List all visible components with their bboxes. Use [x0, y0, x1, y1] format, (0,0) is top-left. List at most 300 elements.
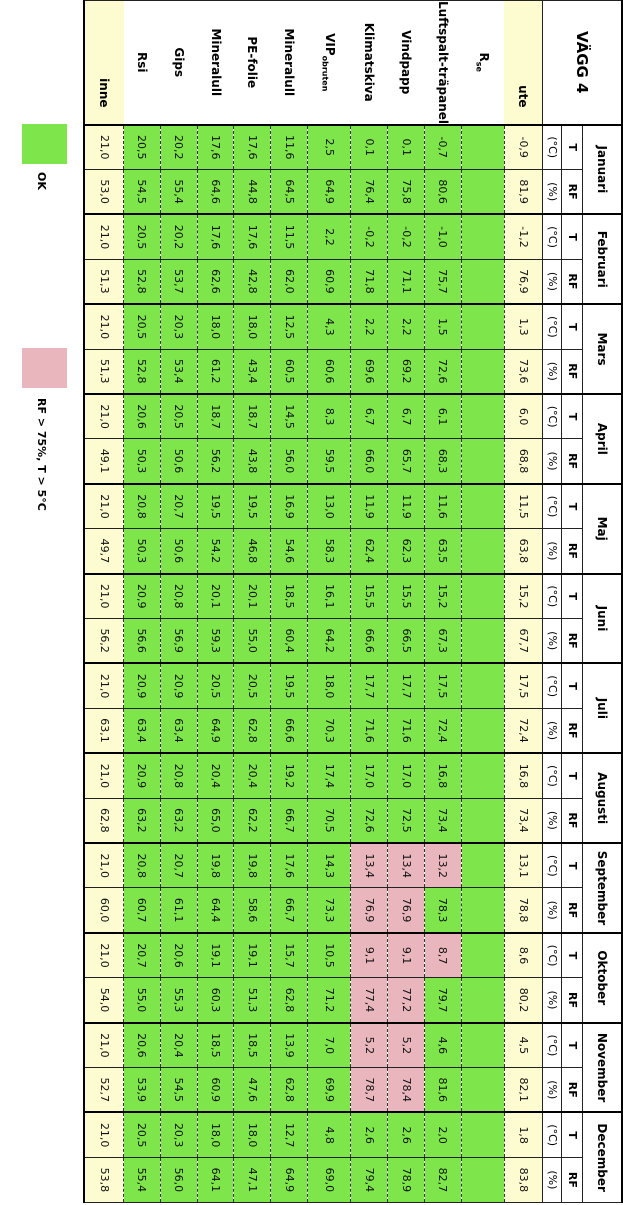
rf-cell: 64,9	[308, 169, 351, 214]
temp-cell: 21,0	[84, 663, 124, 708]
temp-cell: 20,4	[160, 1023, 197, 1068]
temp-cell: 20,5	[124, 214, 161, 259]
temp-cell	[461, 394, 504, 439]
rf-cell: 80,6	[424, 169, 461, 214]
table-row	[461, 1, 504, 1203]
table-row	[424, 1, 461, 1203]
temp-cell	[461, 933, 504, 978]
temp-cell: 20,8	[160, 753, 197, 798]
temp-cell: 5,2	[351, 1023, 388, 1068]
rf-cell: 72,6	[351, 798, 388, 843]
temp-cell: 17,0	[388, 753, 425, 798]
rf-cell: 47,6	[234, 1068, 271, 1113]
temp-cell: 18,0	[197, 1112, 234, 1157]
temp-cell: 20,4	[197, 753, 234, 798]
row-label-text: Luftspalt-träpanel	[435, 1, 450, 125]
table-row	[388, 1, 425, 1203]
temp-cell: 17,5	[504, 663, 542, 708]
rf-cell: 62,2	[234, 798, 271, 843]
temp-cell: 2,2	[351, 304, 388, 349]
temp-cell: 20,7	[124, 933, 161, 978]
rf-column-header: RF	[562, 1068, 583, 1113]
rf-cell: 62,6	[197, 259, 234, 304]
temp-cell: 6,7	[351, 394, 388, 439]
temp-cell: 20,2	[160, 125, 197, 170]
rf-column-header: RF	[562, 978, 583, 1023]
rf-cell: 63,2	[160, 798, 197, 843]
temp-cell: 20,1	[197, 574, 234, 619]
rf-cell: 80,2	[504, 978, 542, 1023]
rf-unit: (%)	[543, 798, 562, 843]
temp-unit: (°C)	[543, 125, 562, 170]
rf-cell: 77,4	[351, 978, 388, 1023]
temp-column-header: T	[562, 933, 583, 978]
row-label-text: R	[477, 52, 491, 62]
temp-column-header: T	[562, 484, 583, 529]
row-label	[160, 1, 197, 125]
rf-cell: 55,4	[124, 1157, 161, 1202]
rf-cell: 59,3	[197, 618, 234, 663]
rf-cell: 71,8	[351, 259, 388, 304]
rf-cell: 63,4	[160, 708, 197, 753]
rf-cell: 51,3	[84, 349, 124, 394]
rf-unit: (%)	[543, 169, 562, 214]
temp-cell: 19,5	[271, 663, 308, 708]
temp-cell: 20,6	[160, 933, 197, 978]
rf-cell: 78,9	[388, 1157, 425, 1202]
row-label-text: Rsi	[134, 52, 149, 73]
temp-cell: 20,3	[160, 304, 197, 349]
temp-cell: 4,8	[308, 1112, 351, 1157]
row-label	[351, 1, 388, 125]
table-row	[308, 1, 351, 1203]
rf-unit: (%)	[543, 888, 562, 933]
temp-cell	[461, 663, 504, 708]
rf-cell	[461, 169, 504, 214]
rf-cell: 56,9	[160, 618, 197, 663]
temp-cell: 19,1	[234, 933, 271, 978]
temp-cell	[461, 753, 504, 798]
rf-cell: 55,0	[124, 978, 161, 1023]
temp-cell: 18,0	[308, 663, 351, 708]
temp-cell: 21,0	[84, 1023, 124, 1068]
temp-cell: 1,5	[424, 304, 461, 349]
temp-cell: 12,5	[271, 304, 308, 349]
temp-cell: 2,2	[388, 304, 425, 349]
row-label-subscript: se	[474, 61, 484, 72]
rf-column-header: RF	[562, 349, 583, 394]
rf-cell: 72,6	[424, 349, 461, 394]
temp-cell	[461, 574, 504, 619]
rf-cell: 54,2	[197, 529, 234, 574]
row-label-text: PE-folie	[245, 36, 260, 89]
temp-unit: (°C)	[543, 484, 562, 529]
temp-column-header: T	[562, 304, 583, 349]
temp-column-header: T	[562, 1023, 583, 1068]
temp-cell: 7,0	[308, 1023, 351, 1068]
rf-unit: (%)	[543, 259, 562, 304]
legend-warn-label: RF > 75%, T > 5°C	[35, 398, 48, 511]
temp-cell: 15,2	[424, 574, 461, 619]
rf-unit: (%)	[543, 1068, 562, 1113]
temp-cell: 18,0	[234, 1112, 271, 1157]
temp-cell: 17,6	[197, 214, 234, 259]
temp-cell: 16,1	[308, 574, 351, 619]
temp-cell: 21,0	[84, 574, 124, 619]
temp-column-header: T	[562, 394, 583, 439]
temp-column-header: T	[562, 574, 583, 619]
rf-cell: 50,3	[124, 439, 161, 484]
rf-unit: (%)	[543, 439, 562, 484]
temp-cell: 21,0	[84, 484, 124, 529]
rf-cell	[461, 708, 504, 753]
month-header: Oktober	[583, 933, 623, 1023]
temp-cell: 11,9	[388, 484, 425, 529]
temp-cell: 11,5	[504, 484, 542, 529]
table-title: VÄGG 4	[543, 1, 623, 125]
temp-cell: 17,6	[271, 843, 308, 888]
rf-cell: 76,9	[351, 888, 388, 933]
rf-cell: 52,8	[124, 259, 161, 304]
rf-cell: 77,2	[388, 978, 425, 1023]
rf-cell: 70,5	[308, 798, 351, 843]
legend-warn-swatch	[22, 348, 67, 388]
rf-cell: 83,8	[504, 1157, 542, 1202]
rf-cell: 70,3	[308, 708, 351, 753]
temp-cell: 19,8	[197, 843, 234, 888]
table-row	[351, 1, 388, 1203]
row-label	[504, 1, 542, 125]
rf-cell	[461, 439, 504, 484]
rf-cell: 62,3	[388, 529, 425, 574]
rf-cell: 56,0	[160, 1157, 197, 1202]
temp-cell: 20,5	[124, 1112, 161, 1157]
temp-cell: 15,2	[504, 574, 542, 619]
temp-cell: 20,6	[124, 394, 161, 439]
temp-column-header: T	[562, 843, 583, 888]
table-row	[124, 1, 161, 1203]
temp-cell: 18,5	[234, 1023, 271, 1068]
temp-cell: 18,7	[197, 394, 234, 439]
temp-cell: 2,6	[351, 1112, 388, 1157]
month-header: December	[583, 1112, 623, 1202]
temp-cell: 13,2	[424, 843, 461, 888]
rf-column-header: RF	[562, 1157, 583, 1202]
rf-cell: 51,3	[234, 978, 271, 1023]
temp-cell: 8,6	[504, 933, 542, 978]
rf-cell: 71,1	[388, 259, 425, 304]
month-header: Juli	[583, 663, 623, 753]
temp-cell: 15,7	[271, 933, 308, 978]
temp-cell: 18,5	[271, 574, 308, 619]
month-header: Februari	[583, 214, 623, 304]
temp-cell: 2,5	[308, 125, 351, 170]
rf-cell: 62,4	[351, 529, 388, 574]
temp-cell	[461, 484, 504, 529]
row-label-subscript: obruten	[321, 55, 331, 92]
table-row	[197, 1, 234, 1203]
temp-cell: 12,7	[271, 1112, 308, 1157]
rf-cell: 55,3	[160, 978, 197, 1023]
rf-cell: 53,9	[124, 1068, 161, 1113]
rf-cell: 71,2	[308, 978, 351, 1023]
rf-cell	[461, 349, 504, 394]
temp-cell: 20,8	[124, 484, 161, 529]
rf-cell: 72,4	[424, 708, 461, 753]
rf-cell	[461, 529, 504, 574]
rf-unit: (%)	[543, 618, 562, 663]
rf-cell: 63,8	[504, 529, 542, 574]
temp-cell: 20,3	[160, 1112, 197, 1157]
rf-cell: 42,8	[234, 259, 271, 304]
rf-cell: 64,4	[197, 888, 234, 933]
temp-cell: 18,0	[234, 304, 271, 349]
temp-cell	[461, 1112, 504, 1157]
rf-cell: 47,1	[234, 1157, 271, 1202]
row-label-text: Mineralull	[208, 28, 223, 97]
temp-cell: 19,5	[197, 484, 234, 529]
temp-column-header: T	[562, 214, 583, 259]
rf-cell: 62,8	[271, 978, 308, 1023]
row-label	[461, 1, 504, 125]
temp-cell: -0,2	[388, 214, 425, 259]
temp-unit: (°C)	[543, 1112, 562, 1157]
temp-unit: (°C)	[543, 304, 562, 349]
temp-unit: (°C)	[543, 574, 562, 619]
rf-cell: 64,5	[271, 169, 308, 214]
rf-cell: 72,4	[504, 708, 542, 753]
temp-cell: 13,4	[351, 843, 388, 888]
rf-cell: 73,4	[504, 798, 542, 843]
row-label	[197, 1, 234, 125]
temp-cell: 6,7	[388, 394, 425, 439]
temp-cell: -1,2	[504, 214, 542, 259]
rf-cell: 54,6	[271, 529, 308, 574]
rf-cell: 66,6	[351, 618, 388, 663]
rf-cell: 60,6	[308, 349, 351, 394]
rf-cell: 64,1	[197, 1157, 234, 1202]
temp-unit: (°C)	[543, 753, 562, 798]
temp-cell: 20,8	[160, 574, 197, 619]
temp-cell: 11,6	[424, 484, 461, 529]
rf-cell: 69,6	[351, 349, 388, 394]
rf-cell: 58,6	[234, 888, 271, 933]
temp-cell: 20,7	[160, 484, 197, 529]
rf-cell: 53,8	[84, 1157, 124, 1202]
rf-cell: 64,9	[197, 708, 234, 753]
rf-cell: 67,7	[504, 618, 542, 663]
temp-cell: 18,7	[234, 394, 271, 439]
rf-column-header: RF	[562, 169, 583, 214]
rf-cell: 43,8	[234, 439, 271, 484]
month-header: Juni	[583, 574, 623, 664]
temp-cell	[461, 843, 504, 888]
rf-cell: 63,5	[424, 529, 461, 574]
rf-cell	[461, 798, 504, 843]
rf-cell: 56,6	[124, 618, 161, 663]
rf-cell: 66,5	[388, 618, 425, 663]
rf-cell: 66,7	[271, 888, 308, 933]
rf-cell: 73,6	[504, 349, 542, 394]
rf-cell: 65,0	[197, 798, 234, 843]
rf-column-header: RF	[562, 529, 583, 574]
temp-cell: 21,0	[84, 1112, 124, 1157]
rf-cell: 64,2	[308, 618, 351, 663]
rf-cell: 61,1	[160, 888, 197, 933]
temp-cell: 6,1	[424, 394, 461, 439]
temp-cell: -0,9	[504, 125, 542, 170]
temp-cell: 20,1	[234, 574, 271, 619]
temp-cell: 11,9	[351, 484, 388, 529]
row-label	[271, 1, 308, 125]
temp-cell: 13,9	[271, 1023, 308, 1068]
temp-cell: 21,0	[84, 394, 124, 439]
rf-cell: 60,0	[84, 888, 124, 933]
temp-cell: 1,8	[504, 1112, 542, 1157]
rf-unit: (%)	[543, 978, 562, 1023]
temp-cell: 13,4	[388, 843, 425, 888]
rf-cell: 73,4	[424, 798, 461, 843]
temp-unit: (°C)	[543, 933, 562, 978]
rf-cell: 63,4	[124, 708, 161, 753]
temp-cell: 20,7	[160, 843, 197, 888]
rf-cell: 53,7	[160, 259, 197, 304]
rf-cell: 62,8	[271, 1068, 308, 1113]
rf-unit: (%)	[543, 349, 562, 394]
temp-cell: 17,6	[197, 125, 234, 170]
temp-cell: 17,0	[351, 753, 388, 798]
rf-unit: (%)	[543, 1157, 562, 1202]
rf-cell: 52,8	[124, 349, 161, 394]
rf-cell: 60,9	[197, 1068, 234, 1113]
rf-column-header: RF	[562, 618, 583, 663]
temp-cell: 17,7	[351, 663, 388, 708]
temp-cell	[461, 1023, 504, 1068]
rf-cell: 66,6	[271, 708, 308, 753]
temp-cell: 2,2	[308, 214, 351, 259]
rf-cell: 63,1	[84, 708, 124, 753]
temp-cell: 11,5	[271, 214, 308, 259]
rf-cell: 65,7	[388, 439, 425, 484]
wall-moisture-table	[83, 0, 623, 1203]
table-row	[504, 1, 542, 1203]
rf-cell: 50,3	[124, 529, 161, 574]
row-label-text: Klimatskiva	[362, 22, 377, 102]
temp-cell: 16,8	[504, 753, 542, 798]
rf-cell: 63,2	[124, 798, 161, 843]
rf-cell: 60,3	[197, 978, 234, 1023]
temp-cell: 17,6	[234, 214, 271, 259]
temp-cell: 4,5	[504, 1023, 542, 1068]
rf-cell: 55,4	[160, 169, 197, 214]
rf-cell: 46,8	[234, 529, 271, 574]
temp-cell: 20,5	[197, 663, 234, 708]
rf-cell: 75,7	[424, 259, 461, 304]
temp-cell: 21,0	[84, 933, 124, 978]
month-header: April	[583, 394, 623, 484]
month-header: September	[583, 843, 623, 933]
temp-cell: 19,8	[234, 843, 271, 888]
rf-cell: 73,3	[308, 888, 351, 933]
temp-cell: 8,7	[424, 933, 461, 978]
rf-cell: 72,5	[388, 798, 425, 843]
rf-cell: 79,7	[424, 978, 461, 1023]
temp-cell: -0,7	[424, 125, 461, 170]
rf-cell: 50,6	[160, 529, 197, 574]
rf-cell: 78,4	[388, 1068, 425, 1113]
temp-column-header: T	[562, 1112, 583, 1157]
temp-cell: 15,5	[388, 574, 425, 619]
temp-cell: 20,5	[160, 394, 197, 439]
temp-cell: 2,0	[424, 1112, 461, 1157]
row-label-text: Mineralull	[282, 28, 297, 97]
temp-cell: 20,6	[124, 1023, 161, 1068]
row-label	[424, 1, 461, 125]
rf-cell: 58,3	[308, 529, 351, 574]
temp-cell: 19,5	[234, 484, 271, 529]
row-label	[234, 1, 271, 125]
temp-cell: 9,1	[351, 933, 388, 978]
rf-unit: (%)	[543, 708, 562, 753]
rf-cell: 55,0	[234, 618, 271, 663]
rf-cell: 82,7	[424, 1157, 461, 1202]
rf-cell: 75,8	[388, 169, 425, 214]
temp-column-header: T	[562, 663, 583, 708]
rf-cell: 79,4	[351, 1157, 388, 1202]
temp-cell: -1,0	[424, 214, 461, 259]
temp-unit: (°C)	[543, 663, 562, 708]
rf-cell: 81,9	[504, 169, 542, 214]
rf-cell	[461, 888, 504, 933]
temp-cell: 21,0	[84, 214, 124, 259]
row-label-text: inne	[97, 78, 112, 108]
temp-cell: 20,5	[124, 304, 161, 349]
rf-cell: 60,5	[271, 349, 308, 394]
rf-cell: 71,6	[388, 708, 425, 753]
temp-cell: 13,1	[504, 843, 542, 888]
temp-unit: (°C)	[543, 394, 562, 439]
temp-cell: 17,4	[308, 753, 351, 798]
temp-cell	[461, 214, 504, 259]
rf-cell: 66,7	[271, 798, 308, 843]
rf-cell: 53,4	[160, 349, 197, 394]
rf-cell	[461, 978, 504, 1023]
rf-cell: 44,8	[234, 169, 271, 214]
row-label-text: ute	[516, 85, 531, 108]
temp-unit: (°C)	[543, 843, 562, 888]
rf-cell: 60,7	[124, 888, 161, 933]
legend-ok-swatch	[22, 124, 67, 164]
temp-cell: 18,0	[197, 304, 234, 349]
rf-cell: 67,3	[424, 618, 461, 663]
temp-cell: 11,6	[271, 125, 308, 170]
rf-cell: 66,0	[351, 439, 388, 484]
rf-cell: 51,3	[84, 259, 124, 304]
temp-cell: 17,6	[234, 125, 271, 170]
rf-cell: 54,5	[160, 1068, 197, 1113]
table-row	[160, 1, 197, 1203]
temp-cell: 20,5	[124, 125, 161, 170]
month-header: November	[583, 1023, 623, 1113]
temp-cell: 20,9	[124, 574, 161, 619]
rf-cell: 76,4	[351, 169, 388, 214]
temp-cell: 20,9	[124, 753, 161, 798]
temp-cell: 5,2	[388, 1023, 425, 1068]
temp-cell: 2,6	[388, 1112, 425, 1157]
temp-cell: 18,5	[197, 1023, 234, 1068]
temp-cell	[461, 125, 504, 170]
row-label	[84, 1, 124, 125]
